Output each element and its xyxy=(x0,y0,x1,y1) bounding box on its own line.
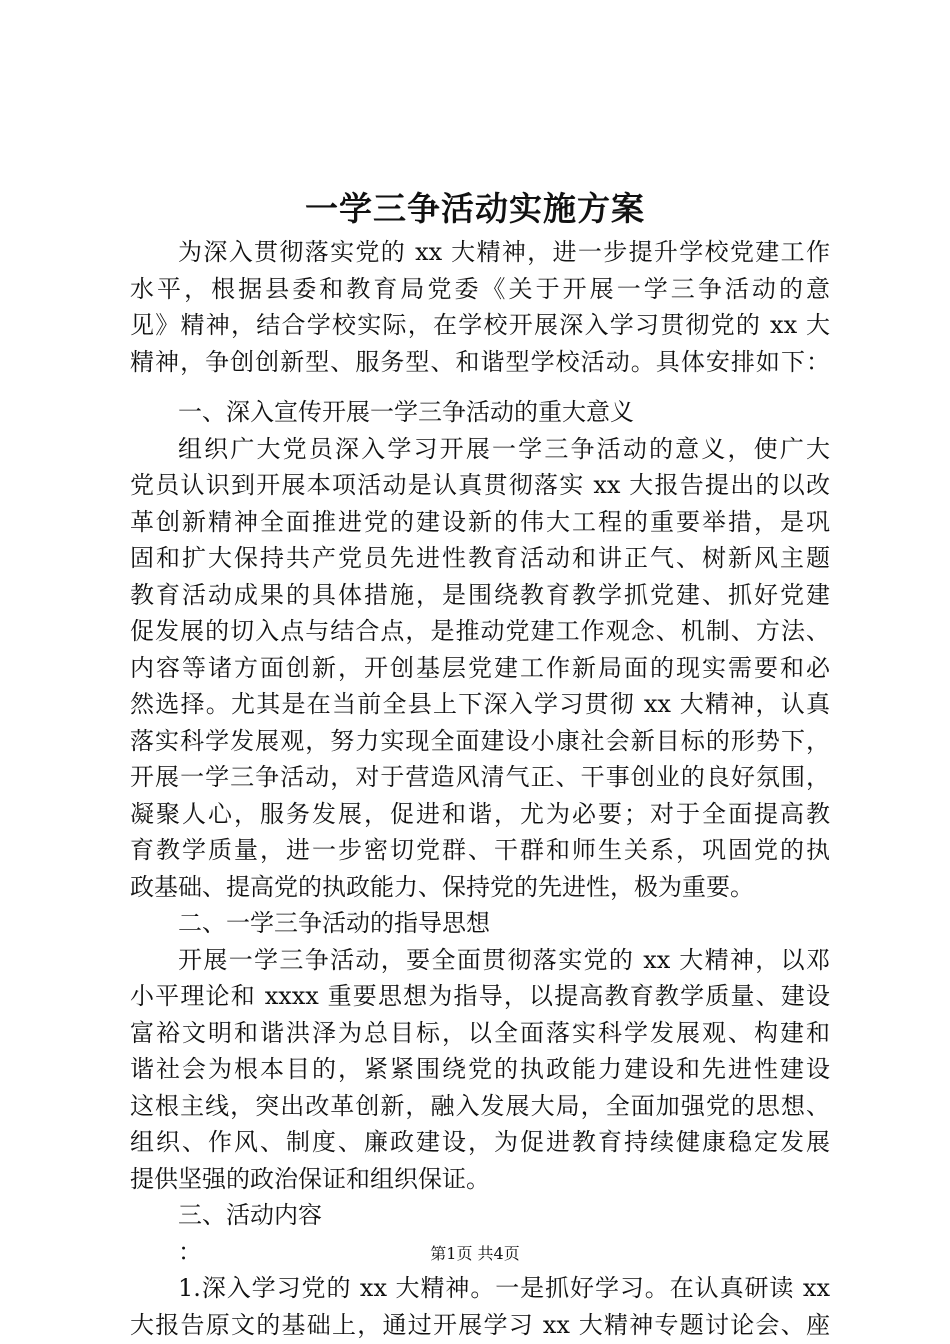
paragraph-line: 提供坚强的政治保证和组织保证。 xyxy=(130,1164,490,1193)
paragraph-line: 精神，争创创新型、服务型、和谐型学校活动。具体安排如下： xyxy=(130,347,830,376)
section-heading: 二、一学三争活动的指导思想 xyxy=(178,909,490,937)
paragraph-line: 革创新精神全面推进党的建设新的伟大工程的重要举措，是巩 xyxy=(130,507,830,536)
section-heading: 三、活动内容 xyxy=(178,1201,322,1229)
document-body xyxy=(130,234,830,1343)
paragraph-line: 为深入贯彻落实党的 xx 大精神，进一步提升学校党建工作 xyxy=(178,238,830,266)
paragraph-line: 水平，根据县委和教育局党委《关于开展一学三争活动的意 xyxy=(130,274,830,303)
paragraph-line: 大报告原文的基础上，通过开展学习 xx 大精神专题讨论会、座 xyxy=(130,1310,830,1339)
paragraph-line: 开展一学三争活动，对于营造风清气正、干事创业的良好氛围， xyxy=(130,763,830,791)
paragraph-line: 落实科学发展观，努力实现全面建设小康社会新目标的形势下， xyxy=(130,726,830,755)
document-title: 一学三争活动实施方案 xyxy=(305,189,645,228)
paragraph-line: 政基础、提高党的执政能力、保持党的先进性，极为重要。 xyxy=(130,872,754,901)
paragraph-line: 促发展的切入点与结合点，是推动党建工作观念、机制、方法、 xyxy=(130,617,830,645)
paragraph-line: 党员认识到开展本项活动是认真贯彻落实 xx 大报告提出的以改 xyxy=(130,471,830,499)
page-footer: 第1页 共4页 xyxy=(430,1244,520,1263)
paragraph-line: 见》精神，结合学校实际，在学校开展深入学习贯彻党的 xx 大 xyxy=(130,311,830,339)
paragraph-line: 凝聚人心，服务发展，促进和谐，尤为必要；对于全面提高教 xyxy=(130,799,830,828)
paragraph-gap xyxy=(130,380,830,394)
paragraph-line: 组织广大党员深入学习开展一学三争活动的意义，使广大 xyxy=(178,434,830,463)
paragraph-line: 小平理论和 xxxx 重要思想为指导，以提高教育教学质量、建设 xyxy=(130,982,830,1010)
paragraph-line: 然选择。尤其是在当前全县上下深入学习贯彻 xx 大精神，认真 xyxy=(130,690,830,718)
paragraph-line: 开展一学三争活动，要全面贯彻落实党的 xx 大精神，以邓 xyxy=(178,945,830,974)
paragraph-line: 这根主线，突出改革创新，融入发展大局，全面加强党的思想、 xyxy=(130,1091,830,1120)
paragraph-line: 谐社会为根本目的，紧紧围绕党的执政能力建设和先进性建设 xyxy=(130,1055,830,1083)
paragraph-line: 教育活动成果的具体措施，是围绕教育教学抓党建、抓好党建 xyxy=(130,580,830,609)
paragraph-line: 育教学质量，进一步密切党群、干群和师生关系，巩固党的执 xyxy=(130,836,830,864)
paragraph-line: 内容等诸方面创新，开创基层党建工作新局面的现实需要和必 xyxy=(130,653,830,682)
paragraph-line: 富裕文明和谐洪泽为总目标，以全面落实科学发展观、构建和 xyxy=(130,1018,830,1047)
paragraph-line: 组织、作风、制度、廉政建设，为促进教育持续健康稳定发展 xyxy=(130,1128,830,1156)
paragraph-line: ： xyxy=(178,1237,202,1266)
section-heading: 一、深入宣传开展一学三争活动的重大意义 xyxy=(178,398,634,426)
paragraph-line: 固和扩大保持共产党员先进性教育活动和讲正气、树新风主题 xyxy=(130,544,830,572)
paragraph-line: 1.深入学习党的 xx 大精神。一是抓好学习。在认真研读 xx xyxy=(178,1274,830,1302)
